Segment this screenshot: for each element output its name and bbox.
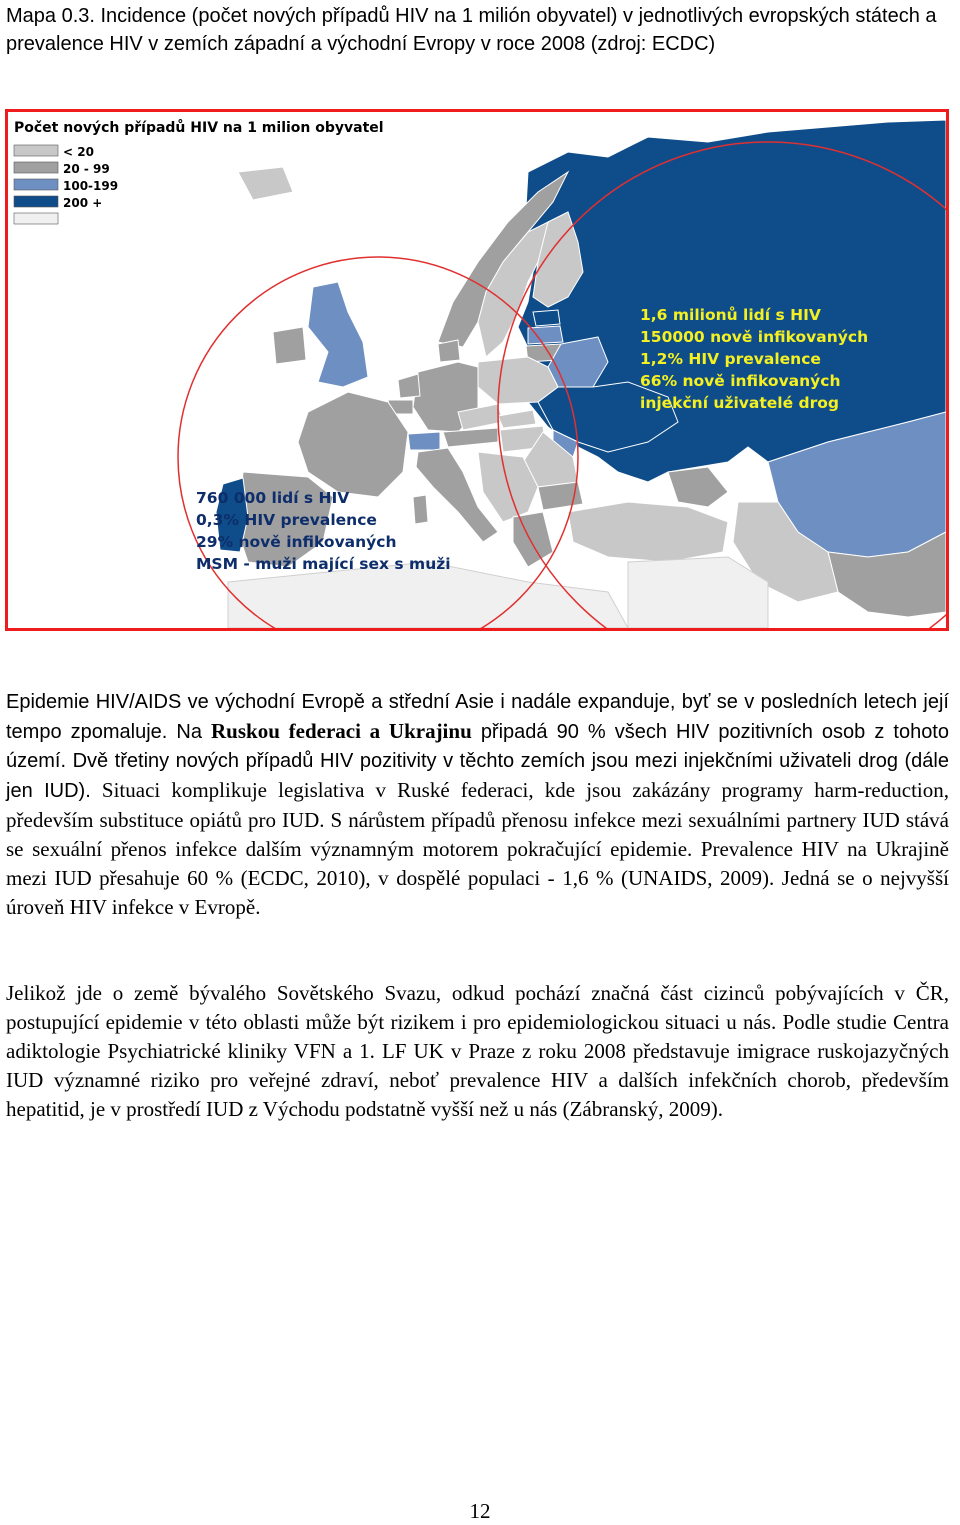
west-annotation-line-2: 0,3% HIV prevalence	[196, 511, 377, 529]
legend-swatch-200plus	[14, 196, 58, 207]
region-ireland	[273, 327, 306, 364]
region-sardinia	[413, 495, 428, 524]
paragraph-1-bold: Ruskou federaci a Ukrajinu	[211, 719, 472, 743]
legend-label-lt20: < 20	[63, 145, 94, 159]
region-latvia	[528, 326, 563, 344]
paragraph-czech-risk: Jelikož jde o země bývalého Sovětského Svazu, odkud pochází značná část cizinců pobývajících v ČR, postupující epidemie v této oblasti může být rizikem i pro epidemiologickou situaci u nás. Podle studie Centra adiktologie Psychiatrické kliniky VFN a 1. LF UK v Praze z roku 2008 představuje imigrace ruskojazyčných IUD významné riziko pro veřejné zdraví, neboť prevalence HIV a dalších infekčních chorob, především hepatitid, je v prostředí IUD z Východu podstatně vyšší než u nás (Zábranský, 2009).	[6, 981, 949, 1121]
east-annotation-line-2: 150000 nově infikovaných	[640, 328, 869, 346]
paragraph-east-europe	[6, 688, 949, 922]
legend-swatch-no-data	[14, 213, 58, 224]
paragraph-1-part-3: Situaci komplikuje legislativa v Ruské federaci, kde jsou zakázány programy harm-reduction, především substituce opiátů pro IUD. S nárůstem případů přenosu infekce mezi sexuálními partnery IUD stává se sexuální přenos infekce dalším významným motorem pokračující epidemie. Prevalence HIV na Ukrajině mezi IUD přesahuje 60 % (ECDC, 2010), v dospělé populaci - 1,6 % (UNAIDS, 2009). Jedná se o nejvyšší úroveň HIV infekce v Evropě.	[6, 778, 949, 919]
legend-label-100-199: 100-199	[63, 179, 119, 193]
east-annotation-line-3: 1,2% HIV prevalence	[640, 350, 821, 368]
region-switzerland	[408, 432, 440, 450]
west-annotation-line-1: 760 000 lidí s HIV	[196, 489, 350, 507]
legend-swatch-100-199	[14, 179, 58, 190]
map-caption: Mapa 0.3. Incidence (počet nových případů HIV na 1 milión obyvatel) v jednotlivých evropských státech a prevalence HIV v zemích západní a východní Evropy v roce 2008 (zdroj: ECDC)	[6, 5, 937, 55]
east-annotation-line-5: injekční uživatelé drog	[640, 394, 839, 412]
region-estonia	[533, 310, 560, 326]
legend-label-200plus: 200 +	[63, 196, 103, 210]
paragraph-1-part-1: Epidemie HIV/AIDS ve východní Evropě a střední Asie i nadále expanduje, byť se v posledních letech její tempo zpomaluje. Na	[6, 691, 949, 743]
page-number: 12	[469, 1499, 491, 1523]
hiv-europe-map	[5, 109, 949, 631]
map-legend-title: Počet nových případů HIV na 1 milion obyvatel	[14, 120, 384, 136]
legend-swatch-20-99	[14, 162, 58, 173]
region-denmark	[438, 340, 460, 362]
legend-label-20-99: 20 - 99	[63, 162, 110, 176]
east-annotation-line-1: 1,6 milionů lidí s HIV	[640, 306, 821, 324]
east-annotation-line-4: 66% nově infikovaných	[640, 372, 841, 390]
west-annotation-line-4: MSM - muži mající sex s muži	[196, 555, 451, 573]
paragraph-1-part-2: připadá 90 % všech HIV pozitivních osob z tohoto území. Dvě třetiny nových případů HIV pozitivity v těchto zemích jsou mezi injekčními uživateli drog (dále jen IUD).	[6, 721, 949, 802]
west-annotation-line-3: 29% nově infikovaných	[196, 533, 397, 551]
legend-swatch-lt20	[14, 145, 58, 156]
